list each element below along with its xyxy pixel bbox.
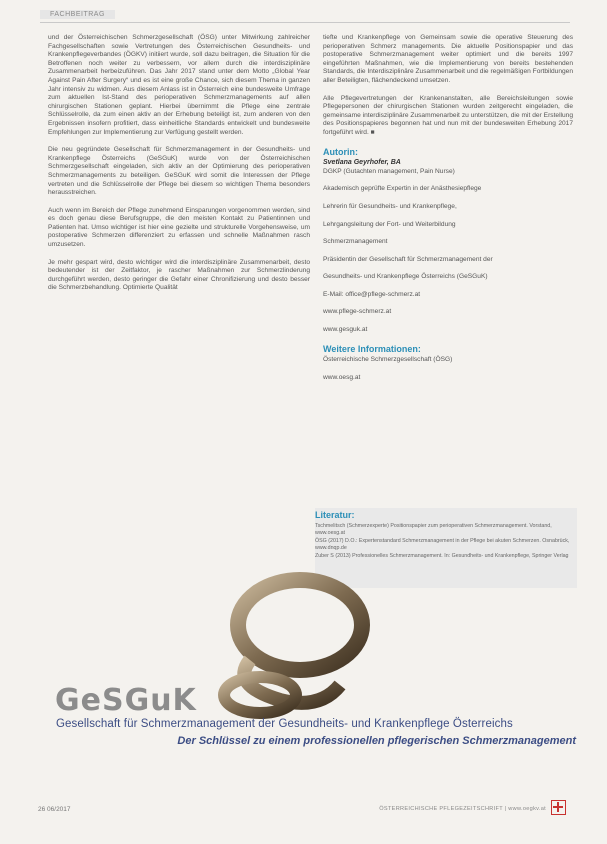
author-line: Akademisch geprüfte Expertin in der Anästhesiepflege [323,185,482,193]
paragraph: Auch wenn im Bereich der Pflege zunehmend Einsparungen vorgenommen werden, sind es doch genau diese Berufsgruppe, die den meisten Kontakt zu Patientinnen und Patienten hat. Umso wichtiger ist hier eine gezielte und strukturelle Vorgehensweise, um postoperative Schmerzen differenziert zu erfassen und schnelle Maßnahmen rasch umzusetzen. [48,206,310,249]
literature-item: ÖSG (2017) D.O.: Expertenstandard Schmerzmanagement in der Pflege bei akuten Schmerzen. Osnabrück, www.dnqp.de [315,538,570,551]
literature-heading: Literatur: [315,510,355,520]
author-website-link[interactable]: www.pflege-schmerz.at [323,308,392,316]
publication-footer: ÖSTERREICHISCHE PFLEGEZEITSCHRIFT | www.oegkv.at [379,806,546,812]
paragraph: Alle Pflegevertretungen der Krankenanstalten, alle Bereichsleitungen sowie Pflegepersonen der chirurgischen Stationen wurden zeitgerecht eingeladen, die gemeinsame interdisziplinäre Zusammenarbeit zu unterstützen, die mit der Erstellung des Positionspapieres begonnen hat und nun mit der bundesweiten Erhebung 2017 fortgeführt wird. ■ [323,94,573,136]
author-line: Schmerzmanagement [323,238,388,246]
author-line: Lehrerin für Gesundheits- und Krankenpflege, [323,202,457,210]
banner-slogan: Der Schlüssel zu einem professionellen pflegerischen Schmerzmanagement [177,735,576,747]
page-number: 26 06/2017 [38,806,71,813]
oesg-website-link[interactable]: www.oesg.at [323,373,361,381]
author-heading: Autorin: [323,146,358,157]
section-header [40,8,570,23]
author-line: Lehrgangsleitung der Fort- und Weiterbildung [323,220,456,228]
society-website-link[interactable]: www.gesguk.at [323,326,368,334]
gesguk-logo: GeSGuK [55,683,197,718]
author-line: Gesundheits- und Krankenpflege Österreichs (GeSGuK) [323,273,488,281]
paragraph: Die neu gegründete Gesellschaft für Schmerzmanagement in der Gesundheits- und Krankenpflege Österreichs (GeSGuK) wurde von der Österreichischen Schmerzgesellschaft eingeladen, sich aktiv an der Optimierung des perioperativen Schmerzmanagements zu beteiligen. GeSGuK wird somit die Interessen der Pflege vertreten und die Schlüsselrolle der Pflege bei diesem so wichtigen Thema besonders herausstreichen. [48,146,310,197]
author-line: DGKP (Gutachten management, Pain Nurse) [323,167,455,175]
author-info [323,168,573,335]
literature-item: Zuber S (2013) Professionelles Schmerzmanagement. In: Gesundheits- und Krankenpflege, Springer Verlag [315,553,569,559]
paragraph: und der Österreichischen Schmerzgesellschaft (ÖSG) unter Mitwirkung zahlreicher Fachgesellschaften sowie Vertretungen des Österreichischen Gesundheits- und Krankenpflegeverbandes (ÖGKV) initiiert wurde, soll dazu beitragen, die Situation für die Betroffenen noch weiter zu verbessern, vor allem durch die interdisziplinäre Zusammenarbeit herbeizuführen. Das Jahr 2017 stand unter dem Motto „Global Year Against Pain After Surgery“ und es ist eine große Chance, sich diesem Thema in ganzen Jahr intensiv zu widmen. Aus diesem Anlass ist in Österreich eine bundesweite Umfrage zum aktuellen Ist-Stand des perioperativen Schmerzmanagements auf allen chirurgischen Stationen geplant. Hierbei übernimmt die Pflege eine zentrale Schlüsselrolle, da zum einen aktiv an der Erhebung beteiligt ist, zum anderen von den Ergebnissen insofern profitiert, dass einheitliche Standards entwickelt und bundesweite Empfehlungen zur Implementierung zur Verfügung gestellt werden. [48,34,310,136]
right-column [323,34,573,391]
paragraph: Je mehr gespart wird, desto wichtiger wird die interdisziplinäre Zusammenarbeit, desto bedeutender ist der Zeitfaktor, je rascher Maßnahmen zur Schmerzlinderung durchgeführt werden, desto geringer die Gefahr einer Chronifizierung und desto besser die Schmerzbehandlung. Optimierte Qualität [48,258,310,292]
literature-item: Tschmelitsch (Schmerzexperte) Positionspapier zum perioperativen Schmerzmanagement. Vorstand, www.oesg.at [315,523,552,536]
paragraph: tiefte und Krankenpflege von Gemeinsam sowie die operative Steuerung des perioperativen Schmerz managements. Die aktuelle Positionspapier und das postoperative Schmerzmanagement weiter optimiert und die bereits 1997 eingeführten Maßnahmen, wie die Implementierung von bereits bestehenden Standards, die Interdisziplinäre Zusammenarbeit und die regelmäßigen Fortbildungen aller Beteiligten, flächendeckend umsetzen. [323,34,573,84]
left-column [48,34,310,302]
more-info-line: Österreichische Schmerzgesellschaft (ÖSG) [323,356,453,364]
author-email[interactable]: E-Mail: office@pflege-schmerz.at [323,290,421,298]
author-line: Präsidentin der Gesellschaft für Schmerzmanagement der [323,255,493,263]
section-label: FACHBEITRAG [40,10,115,19]
more-info-heading: Weitere Informationen: [323,343,421,354]
cross-logo-icon [551,800,566,815]
author-name: Svetlana Geyrhofer, BA [323,159,401,167]
banner-society-name: Gesellschaft für Schmerzmanagement der Gesundheits- und Krankenpflege Österreichs [56,718,513,730]
